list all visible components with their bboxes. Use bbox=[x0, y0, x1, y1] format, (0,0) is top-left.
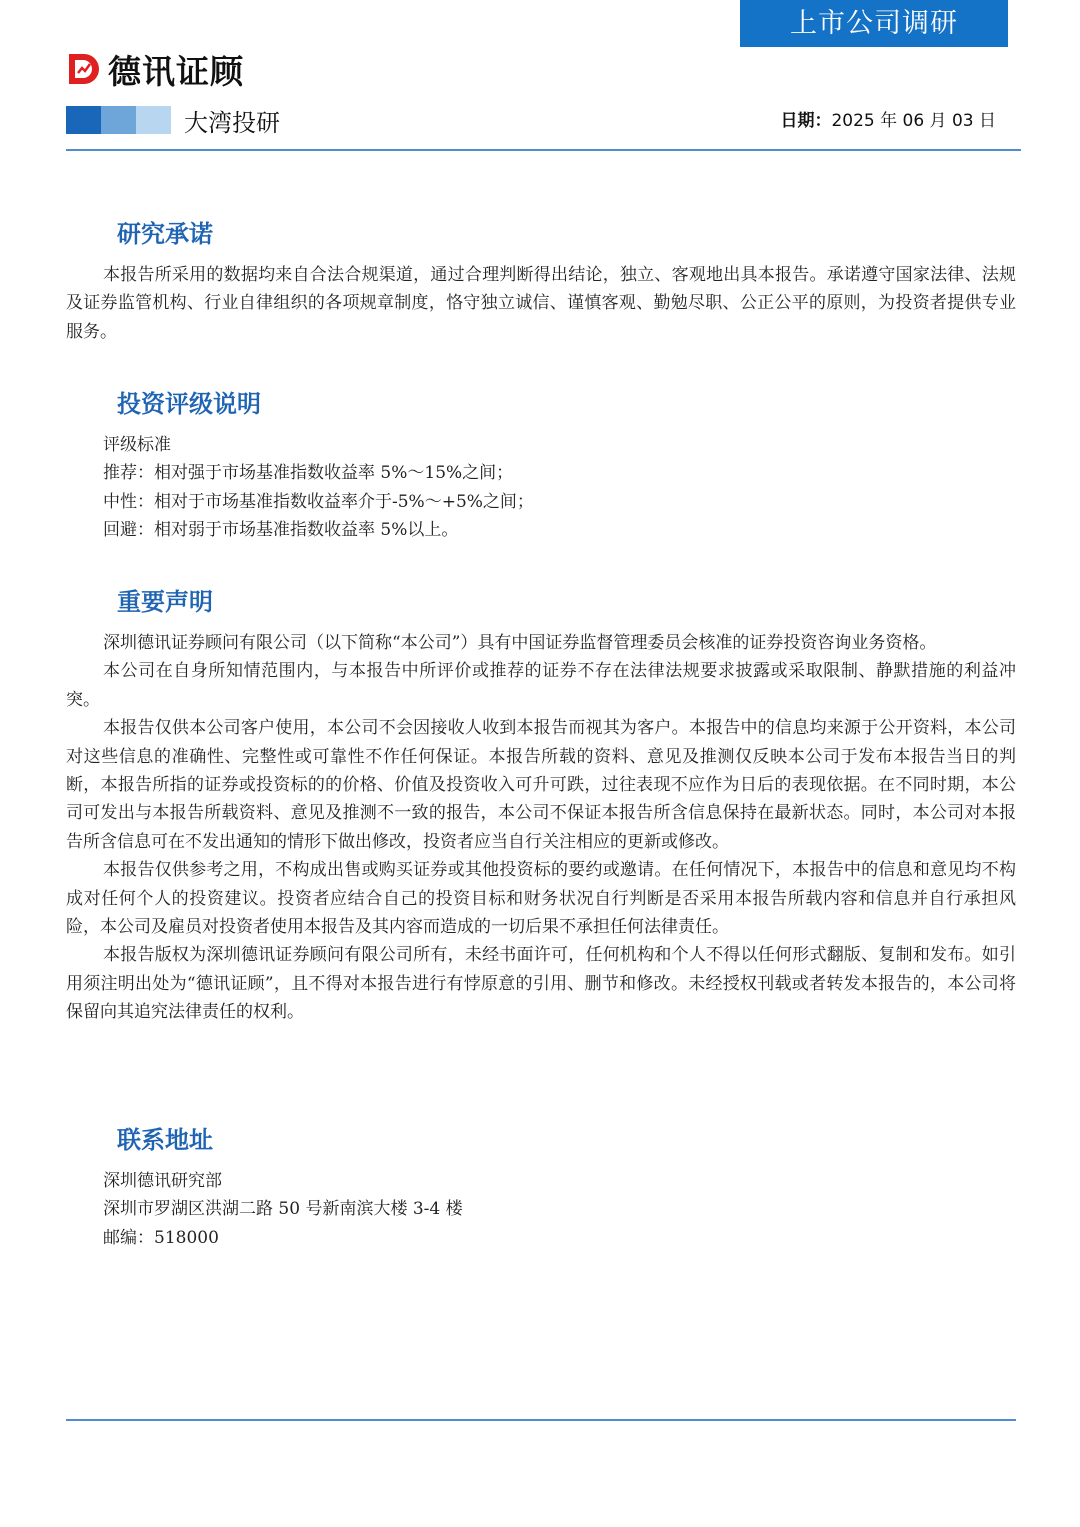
brand-name: 德讯证顾 bbox=[108, 51, 244, 91]
block-medium bbox=[101, 106, 136, 134]
section-important-notice bbox=[66, 585, 1016, 1027]
section-title: 重要声明 bbox=[117, 587, 213, 616]
paragraph: 深圳德讯证券顾问有限公司（以下简称“本公司”）具有中国证券监督管理委员会核准的证券投资咨询业务资格。 bbox=[103, 633, 937, 653]
section-title: 研究承诺 bbox=[117, 219, 213, 248]
section-research-commitment bbox=[66, 217, 1016, 346]
brand-logo-icon bbox=[66, 51, 102, 87]
contact-department: 深圳德讯研究部 bbox=[103, 1171, 222, 1191]
section-title: 联系地址 bbox=[117, 1125, 213, 1154]
paragraph: 本公司在自身所知情范围内，与本报告中所评价或推荐的证券不存在法律法规要求披露或采取限制、静默措施的利益冲突。 bbox=[66, 661, 1016, 710]
block-dark bbox=[66, 106, 101, 134]
date-value: 2025 年 06 月 03 日 bbox=[831, 111, 996, 131]
section-rating-explanation bbox=[66, 387, 1016, 545]
brand-logo bbox=[66, 50, 244, 91]
section-contact-address bbox=[66, 1123, 1016, 1252]
paragraph: 本报告版权为深圳德讯证券顾问有限公司所有，未经书面许可，任何机构和个人不得以任何形式翻版、复制和发布。如引用须注明出处为“德讯证顾”，且不得对本报告进行有悖原意的引用、删节和修改。未经授权刊载或者转发本报告的，本公司将保留向其追究法律责任的权利。 bbox=[66, 945, 1016, 1023]
paragraph: 本报告仅供本公司客户使用，本公司不会因接收人收到本报告而视其为客户。本报告中的信息均来源于公开资料，本公司对这些信息的准确性、完整性或可靠性不作任何保证。本报告所载的资料、意见及推测仅反映本公司于发布本报告当日的判断，本报告所指的证券或投资标的的价格、价值及投资收入可升可跌，过往表现不应作为日后的表现依据。在不同时期，本公司可发出与本报告所载资料、意见及推测不一致的报告，本公司不保证本报告所含信息保持在最新状态。同时，本公司对本报告所含信息可在不发出通知的情形下做出修改，投资者应当自行关注相应的更新或修改。 bbox=[66, 718, 1016, 852]
section-body bbox=[66, 1167, 1016, 1252]
rating-standard-label: 评级标准 bbox=[103, 435, 171, 455]
decorative-blocks bbox=[66, 106, 171, 134]
paragraph: 本报告仅供参考之用，不构成出售或购买证券或其他投资标的要约或邀请。在任何情况下，本报告中的信息和意见均不构成对任何个人的投资建议。投资者应结合自己的投资目标和财务状况自行判断是否采用本报告所载内容和信息并自行承担风险，本公司及雇员对投资者使用本报告及其内容而造成的一切后果不承担任何法律责任。 bbox=[66, 860, 1016, 938]
block-light bbox=[136, 106, 171, 134]
section-body bbox=[66, 629, 1016, 1027]
category-banner: 上市公司调研 bbox=[740, 0, 1008, 47]
footer-divider bbox=[66, 1419, 1016, 1421]
report-date bbox=[780, 106, 996, 131]
contact-address: 深圳市罗湖区洪湖二路 50 号新南滨大楼 3-4 楼 bbox=[103, 1199, 463, 1220]
contact-postcode: 邮编：518000 bbox=[103, 1227, 219, 1248]
header-divider bbox=[66, 149, 1021, 151]
section-body bbox=[66, 431, 1016, 545]
date-label: 日期： bbox=[780, 111, 832, 131]
paragraph: 本报告所采用的数据均来自合法合规渠道，通过合理判断得出结论，独立、客观地出具本报告。承诺遵守国家法律、法规及证券监管机构、行业自律组织的各项规章制度，恪守独立诚信、谨慎客观、勤勉尽职、公正公平的原则，为投资者提供专业服务。 bbox=[66, 265, 1016, 342]
rating-avoid: 回避：相对弱于市场基准指数收益率 5%以上。 bbox=[103, 520, 459, 541]
column-name: 大湾投研 bbox=[184, 109, 280, 137]
rating-neutral: 中性：相对于市场基准指数收益率介于-5%～+5%之间； bbox=[103, 491, 534, 512]
section-body bbox=[66, 261, 1016, 346]
section-title: 投资评级说明 bbox=[117, 389, 261, 418]
rating-recommend: 推荐：相对强于市场基准指数收益率 5%～15%之间； bbox=[103, 463, 514, 484]
